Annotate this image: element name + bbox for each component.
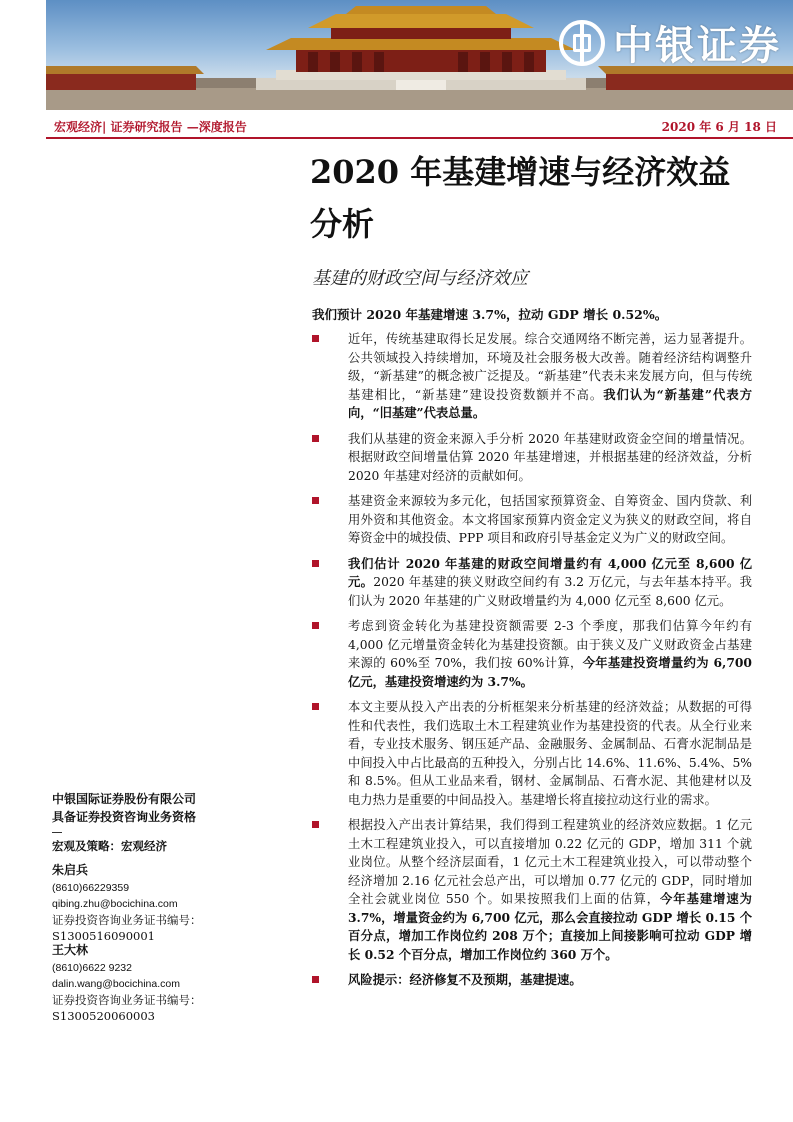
list-item: 基建资金来源较为多元化，包括国家预算资金、自筹资金、国内贷款、利用外资和其他资金。本文将国家预算内资金定义为狭义的财政空间，将自筹资金中的城投债、PPP 项目和政府引导基金定义为广义的财政空间。 [312,492,752,548]
list-item: 本文主要从投入产出表的分析框架来分析基建的经济效益；从数据的可得性和代表性，我们选取土木工程建筑业作为基建投资的代表。从全行业来看，专业技术服务、钢压延产品、金融服务、金属制品、石膏水泥制品是中间投入中占比最高的五种投入，分别占比 14.6%、11.6%、5.4%、5%和 8.5%。但从工业品来看，钢材、金属制品、石膏水泥、其他建材以及电力热力是重要的中间品投入。基建增长将直接拉动这行业的需求。 [312,698,752,809]
analyst-card [52,942,302,1024]
bullet-square-icon [312,435,319,442]
brand-logo [559,14,781,71]
bank-of-china-logo-icon [559,20,605,66]
brand-name: 中银证券 [613,23,781,69]
analyst-phone: (8610)6622 9232 [52,962,132,974]
list-item: 根据投入产出表计算结果，我们得到工程建筑业的经济效应数据。1 亿元土木工程建筑业投入，可以直接增加 0.22 亿元的 GDP，增加 311 个就业岗位。从整个经济层面看，1 亿元土木工程建筑业投入，可以带动整个经济增加 2.16 亿元社会总产出，可以增加 0.77 亿元的 GDP，同时增加全社会就业岗位 550 个。如果按照我们上面的估算，今年基建增速为 3.7%，增量资金约为 6,700 亿元，那么会直接拉动 GDP 增长 0.15 个百分点，增加工作岗位约 208 万个；直接加上间接影响可拉动 GDP 增长 0.52 个百分点，增加工作岗位约 360 万个。 [312,816,752,964]
analyst-cert: 证券投资咨询业务证书编号：S1300516090001 [52,913,202,943]
strategy-label: 宏观及策略：宏观经济 [52,839,167,853]
report-date: 2020 年 6 月 18 日 [661,120,777,134]
bullet-square-icon [312,622,319,629]
page-subtitle: 基建的财政空间与经济效应 [312,268,528,289]
analyst-name: 朱启兵 [52,863,89,877]
analyst-cert: 证券投资咨询业务证书编号：S1300520060003 [52,993,202,1023]
bullet-square-icon [312,821,319,828]
key-points-list [312,330,752,997]
risk-warning: 风险提示：经济修复不及预期，基建提速。 [312,971,752,990]
report-category: 宏观经济| 证券研究报告 —深度报告 [54,120,247,134]
bullet-square-icon [312,335,319,342]
company-info [52,790,302,826]
company-qualification: 具备证券投资咨询业务资格 [52,810,197,824]
analyst-email[interactable]: qibing.zhu@bocichina.com [52,898,178,910]
report-header [46,115,793,139]
bullet-square-icon [312,497,319,504]
bullet-square-icon [312,703,319,710]
analyst-phone: (8610)66229359 [52,882,130,894]
company-name: 中银国际证券股份有限公司 [52,792,197,806]
analyst-card [52,862,302,944]
page-title: 2020 年基建增速与经济效益分析 [310,153,731,243]
analyst-email[interactable]: dalin.wang@bocichina.com [52,978,180,990]
divider [52,832,62,833]
header-banner [46,0,793,110]
analyst-name: 王大林 [52,943,89,957]
bullet-square-icon [312,976,319,983]
list-item: 近年，传统基建取得长足发展。综合交通网络不断完善，运力显著提升。公共领域投入持续增加，环境及社会服务极大改善。随着经济结构调整升级，“新基建”的概念被广泛提及。“新基建”代表未来发展方向，但与传统基建相比，“新基建”建设投资数额并不高。我们认为“新基建”代表方向，“旧基建”代表总量。 [312,330,752,423]
list-item: 考虑到资金转化为基建投资额需要 2-3 个季度，那我们估算今年约有 4,000 亿元增量资金转化为基建投资额。由于狭义及广义财政资金占基建来源的 60%至 70%，我们按 60%计算，今年基建投资增量约为 6,700 亿元，基建投资增速约为 3.7%。 [312,617,752,691]
bullet-square-icon [312,560,319,567]
list-item: 我们估计 2020 年基建的财政空间增量约有 4,000 亿元至 8,600 亿元。2020 年基建的狭义财政空间约有 3.2 万亿元，与去年基本持平。我们认为 2020 年基建的广义财政增量约为 4,000 亿元至 8,600 亿元。 [312,555,752,611]
lead-summary: 我们预计 2020 年基建增速 3.7%，拉动 GDP 增长 0.52%。 [312,307,668,322]
list-item: 我们从基建的资金来源入手分析 2020 年基建财政资金空间的增量情况。根据财政空间增量估算 2020 年基建增速，并根据基建的经济效益，分析 2020 年基建对经济的贡献如何。 [312,430,752,486]
